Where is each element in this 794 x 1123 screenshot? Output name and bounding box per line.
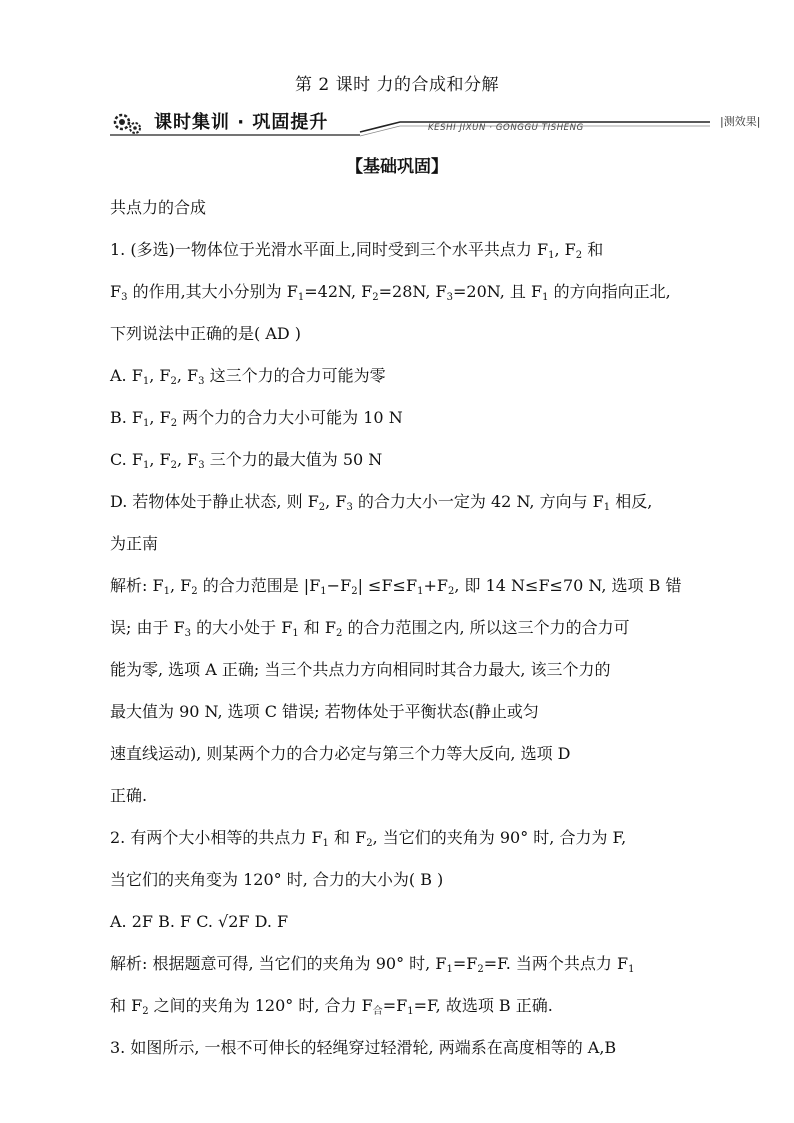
q2-stem-line1: 2. 有两个大小相等的共点力 $F_1$ 和 $F_2$, 当它们的夹角为 90° 时, 合力为 F,	[110, 828, 627, 849]
page-title: 第 2 课时 力的合成和分解	[294, 75, 500, 95]
topic-label: 共点力的合成	[110, 198, 207, 217]
q1-analysis-line3: 能为零, 选项 A 正确; 当三个共点力方向相同时其合力最大, 该三个力的	[110, 660, 611, 679]
q1-stem-line2: $F_3$ 的作用,其大小分别为 $F_1=42N$, $F_2=28N$, $F_3=20N$, 且 $F_1$ 的方向指向正北,	[110, 282, 671, 303]
q1-analysis-line5: 速直线运动), 则某两个力的合力必定与第三个力等大反向, 选项 D	[110, 744, 571, 763]
q2-stem-line2: 当它们的夹角变为 120° 时, 合力的大小为( B )	[110, 870, 444, 889]
q1-analysis-line1: 解析: $F_1$, $F_2$ 的合力范围是 $|F_1-F_2| \le F\le F_1+F_2$, 即 14 N≤F≤70 N, 选项 B 错	[110, 576, 682, 597]
banner-subtitle: KESHI JIXUN · GONGGU TISHENG	[428, 123, 584, 133]
q1-stem-line1: 1. (多选)一物体位于光滑水平面上,同时受到三个水平共点力 $F_1$, $F_2$ 和	[110, 240, 604, 261]
q1-option-b: B. $F_1$, $F_2$ 两个力的合力大小可能为 10 N	[110, 408, 403, 429]
q1-option-d: D. 若物体处于静止状态, 则 $F_2$, $F_3$ 的合力大小一定为 42 N, 方向与 $F_1$ 相反,	[110, 492, 653, 513]
banner-rule	[110, 108, 710, 138]
q1-option-d-cont: 为正南	[110, 534, 159, 553]
q1-analysis-line6: 正确.	[110, 786, 148, 805]
q3-stem-line1: 3. 如图所示, 一根不可伸长的轻绳穿过轻滑轮, 两端系在高度相等的 A,B	[110, 1038, 617, 1057]
q1-analysis-line4: 最大值为 90 N, 选项 C 错误; 若物体处于平衡状态(静止或匀	[110, 702, 539, 721]
q2-analysis-line2: 和 $F_2$ 之间的夹角为 120° 时, 合力 $F_合=F_1=F$, 故选项 B 正确.	[110, 996, 553, 1017]
q1-option-c: C. $F_1$, $F_2$, $F_3$ 三个力的最大值为 50 N	[110, 450, 383, 471]
q1-option-a: A. $F_1$, $F_2$, $F_3$ 这三个力的合力可能为零	[110, 366, 386, 387]
section-heading: 【基础巩固】	[346, 157, 448, 177]
q1-stem-line3: 下列说法中正确的是( AD )	[110, 324, 302, 343]
q2-options: A. 2F B. F C. √2F D. F	[110, 912, 289, 931]
banner-title: 课时集训 · 巩固提升	[154, 112, 329, 133]
q1-analysis-line2: 误; 由于 $F_3$ 的大小处于 $F_1$ 和 $F_2$ 的合力范围之内, 所以这三个力的合力可	[110, 618, 630, 639]
section-banner	[110, 108, 761, 138]
q2-analysis-line1: 解析: 根据题意可得, 当它们的夹角为 90° 时, $F_1=F_2=F$. 当两个共点力 $F_1$	[110, 954, 635, 975]
banner-brand: |测效果|	[720, 115, 761, 128]
